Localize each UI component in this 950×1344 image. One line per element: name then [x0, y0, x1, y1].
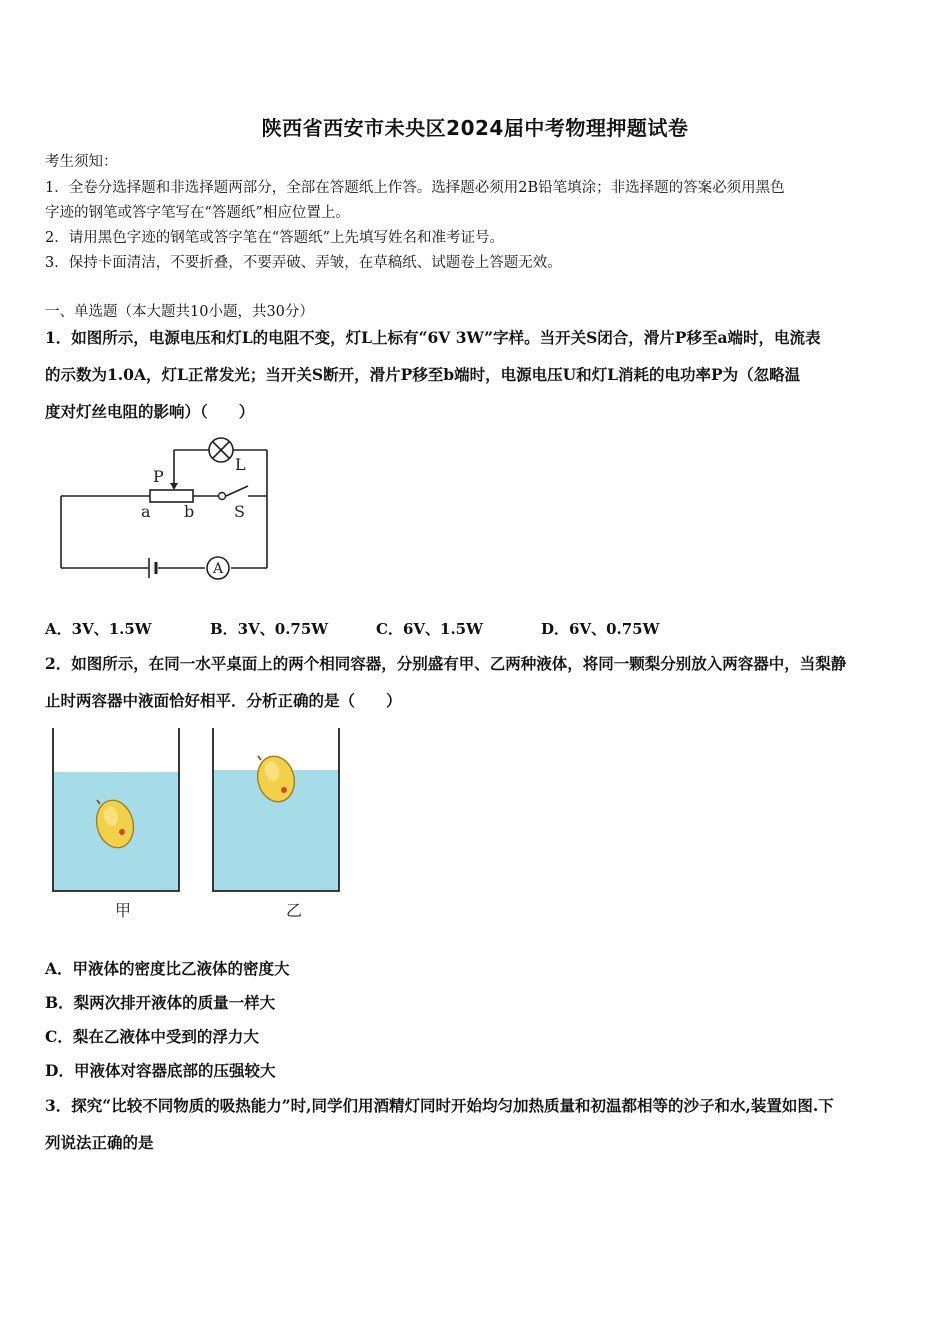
notice-item-1: 1．全卷分选择题和非选择题两部分，全部在答题纸上作答。选择题必须用2B铅笔填涂；非选择题的答案必须用黑色 — [45, 180, 785, 196]
q2-option-d: D．甲液体对容器底部的压强较大 — [45, 1061, 276, 1080]
notice-item-2: 2．请用黑色字迹的钢笔或答字笔在“答题纸”上先填写姓名和准考证号。 — [45, 230, 505, 246]
q1-option-c: C．6V、1.5W — [376, 620, 483, 638]
notice-heading: 考生须知： — [45, 154, 118, 170]
q1-option-b: B．3V、0.75W — [210, 620, 329, 638]
notice-item-3: 3．保持卡面清洁，不要折叠，不要弄破、弄皱，在草稿纸、试题卷上答题无效。 — [45, 255, 562, 271]
q1-text-line-1: 1．如图所示，电源电压和灯L的电阻不变，灯L上标有“6V 3W”字样。当开关S闭合，滑片P移至a端时，电流表 — [45, 328, 821, 347]
containers-diagram — [45, 724, 355, 929]
label-p: P — [153, 467, 164, 486]
q3-text-line-1: 3．探究“比较不同物质的吸热能力”时,同学们用酒精灯同时开始均匀加热质量和初温都相等的沙子和水,装置如图.下 — [45, 1096, 834, 1115]
q2-option-b: B．梨两次排开液体的质量一样大 — [45, 993, 276, 1012]
ammeter-label: A — [212, 561, 224, 577]
label-s: S — [234, 502, 245, 521]
notice-item-1-cont: 字迹的钢笔或答字笔写在“答题纸”相应位置上。 — [45, 205, 350, 221]
q2-text-line-1: 2．如图所示，在同一水平桌面上的两个相同容器，分别盛有甲、乙两种液体，将同一颗梨分别放入两容器中，当梨静 — [45, 654, 847, 673]
section-heading: 一、单选题（本大题共10小题，共30分） — [45, 304, 314, 320]
switch-symbol — [219, 493, 226, 500]
container-label-yi: 乙 — [285, 901, 303, 920]
page-title: 陕西省西安市未央区2024届中考物理押题试卷 — [261, 116, 689, 140]
label-b: b — [184, 502, 195, 521]
lamp-symbol — [209, 438, 233, 462]
container-jia — [53, 728, 179, 891]
q2-option-c: C．梨在乙液体中受到的浮力大 — [45, 1027, 259, 1046]
q3-text-line-2: 列说法正确的是 — [45, 1133, 154, 1152]
q1-option-a: A．3V、1.5W — [45, 620, 152, 638]
q1-text-line-3: 度对灯丝电阻的影响）（ ） — [45, 402, 255, 421]
label-l: L — [235, 455, 246, 474]
container-label-jia: 甲 — [114, 901, 132, 920]
q2-option-a: A．甲液体的密度比乙液体的密度大 — [45, 959, 290, 978]
circuit-diagram — [50, 430, 280, 590]
ammeter-symbol — [207, 557, 229, 579]
q1-option-d: D．6V、0.75W — [541, 620, 660, 638]
q2-text-line-2: 止时两容器中液面恰好相平．分析正确的是（ ） — [45, 691, 402, 710]
q1-text-line-2: 的示数为1.0A，灯L正常发光；当开关S断开，滑片P移至b端时，电源电压U和灯L消耗的电功率P为（忽略温 — [45, 365, 801, 384]
container-yi — [213, 728, 339, 891]
label-a: a — [141, 502, 151, 521]
battery-symbol — [149, 558, 156, 578]
